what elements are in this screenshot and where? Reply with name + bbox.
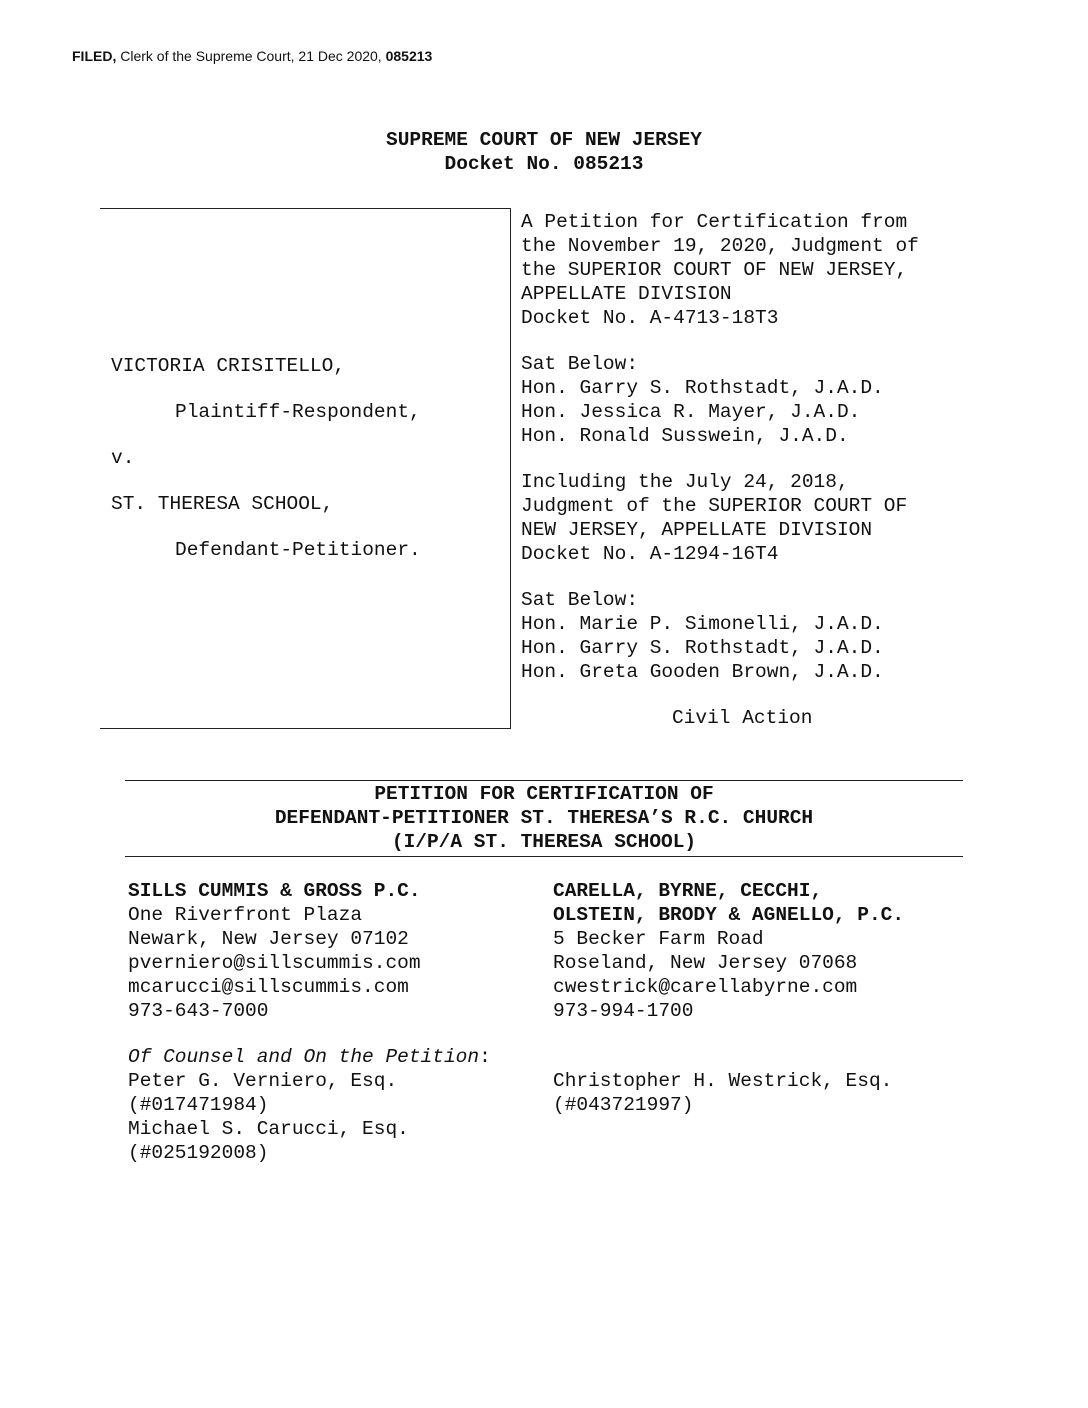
- defendant-role: Defendant-Petitioner.: [175, 539, 421, 561]
- including-line: Docket No. A-1294-16T4: [521, 543, 779, 565]
- filed-label: FILED,: [72, 48, 117, 64]
- court-name: SUPREME COURT OF NEW JERSEY: [386, 129, 702, 151]
- petition-from-line: the November 19, 2020, Judgment of: [521, 235, 919, 257]
- title-rule-top: [125, 780, 963, 781]
- attorney-name: Peter G. Verniero, Esq.: [128, 1070, 398, 1092]
- firm-address-line: Roseland, New Jersey 07068: [553, 952, 858, 974]
- attorney-name: Christopher H. Westrick, Esq.: [553, 1070, 893, 1092]
- sat-below-line: Sat Below:: [521, 589, 639, 611]
- counsel-right: [553, 879, 973, 1117]
- attorney-id: (#043721997): [553, 1094, 694, 1116]
- filed-docket: 085213: [385, 48, 433, 64]
- firm-name: OLSTEIN, BRODY & AGNELLO, P.C.: [553, 904, 905, 926]
- judge-line: Hon. Marie P. Simonelli, J.A.D.: [521, 613, 884, 635]
- sat-below-block-1: [521, 352, 981, 448]
- firm-phone: 973-994-1700: [553, 1000, 694, 1022]
- attorney-name: Michael S. Carucci, Esq.: [128, 1118, 409, 1140]
- firm-address-line: One Riverfront Plaza: [128, 904, 363, 926]
- firm-name: CARELLA, BYRNE, CECCHI,: [553, 880, 823, 902]
- firm-email: pverniero@sillscummis.com: [128, 952, 421, 974]
- petition-title: [125, 782, 963, 854]
- sat-below-block-2: [521, 588, 981, 684]
- versus: v.: [111, 447, 135, 469]
- firm-email: cwestrick@carellabyrne.com: [553, 976, 858, 998]
- case-parties: [111, 354, 511, 562]
- attorney-id: (#017471984): [128, 1094, 269, 1116]
- firm-email: mcarucci@sillscummis.com: [128, 976, 409, 998]
- including-line: NEW JERSEY, APPELLATE DIVISION: [521, 519, 873, 541]
- firm-address-line: 5 Becker Farm Road: [553, 928, 764, 950]
- including-line: Judgment of the SUPERIOR COURT OF: [521, 495, 908, 517]
- filed-stamp: [72, 48, 432, 64]
- procedural-history: [521, 210, 981, 730]
- petition-from-line: the SUPERIOR COURT OF NEW JERSEY,: [521, 259, 908, 281]
- firm-name: SILLS CUMMIS & GROSS P.C.: [128, 880, 421, 902]
- of-counsel-colon: :: [479, 1046, 491, 1068]
- plaintiff-name: VICTORIA CRISITELLO,: [111, 355, 346, 377]
- civil-action: Civil Action: [672, 707, 813, 729]
- of-counsel-heading: [128, 1045, 548, 1069]
- of-counsel-label: Of Counsel and On the Petition: [128, 1046, 480, 1068]
- defendant-name: ST. THERESA SCHOOL,: [111, 493, 334, 515]
- judge-line: Hon. Greta Gooden Brown, J.A.D.: [521, 661, 884, 683]
- including-line: Including the July 24, 2018,: [521, 471, 849, 493]
- judge-line: Hon. Ronald Susswein, J.A.D.: [521, 425, 849, 447]
- firm-phone: 973-643-7000: [128, 1000, 269, 1022]
- petition-title-line: PETITION FOR CERTIFICATION OF: [374, 783, 714, 805]
- petition-from-line: A Petition for Certification from: [521, 211, 908, 233]
- judge-line: Hon. Garry S. Rothstadt, J.A.D.: [521, 377, 884, 399]
- title-rule-bottom: [125, 856, 963, 857]
- judge-line: Hon. Jessica R. Mayer, J.A.D.: [521, 401, 861, 423]
- sat-below-line: Sat Below:: [521, 353, 639, 375]
- court-header: [0, 128, 1088, 176]
- firm-address-line: Newark, New Jersey 07102: [128, 928, 409, 950]
- attorney-id: (#025192008): [128, 1142, 269, 1164]
- including-block: [521, 470, 981, 566]
- judge-line: Hon. Garry S. Rothstadt, J.A.D.: [521, 637, 884, 659]
- filed-text: Clerk of the Supreme Court, 21 Dec 2020,: [116, 48, 386, 64]
- plaintiff-role: Plaintiff-Respondent,: [175, 401, 421, 423]
- petition-from-line: APPELLATE DIVISION: [521, 283, 732, 305]
- docket-number: Docket No. 085213: [444, 153, 644, 175]
- counsel-left: [128, 879, 548, 1165]
- petition-from-line: Docket No. A-4713-18T3: [521, 307, 779, 329]
- petition-title-line: DEFENDANT-PETITIONER ST. THERESA’S R.C. CHURCH: [274, 807, 814, 829]
- petition-title-line: (I/P/A ST. THERESA SCHOOL): [391, 831, 697, 853]
- petition-from-block: [521, 210, 981, 330]
